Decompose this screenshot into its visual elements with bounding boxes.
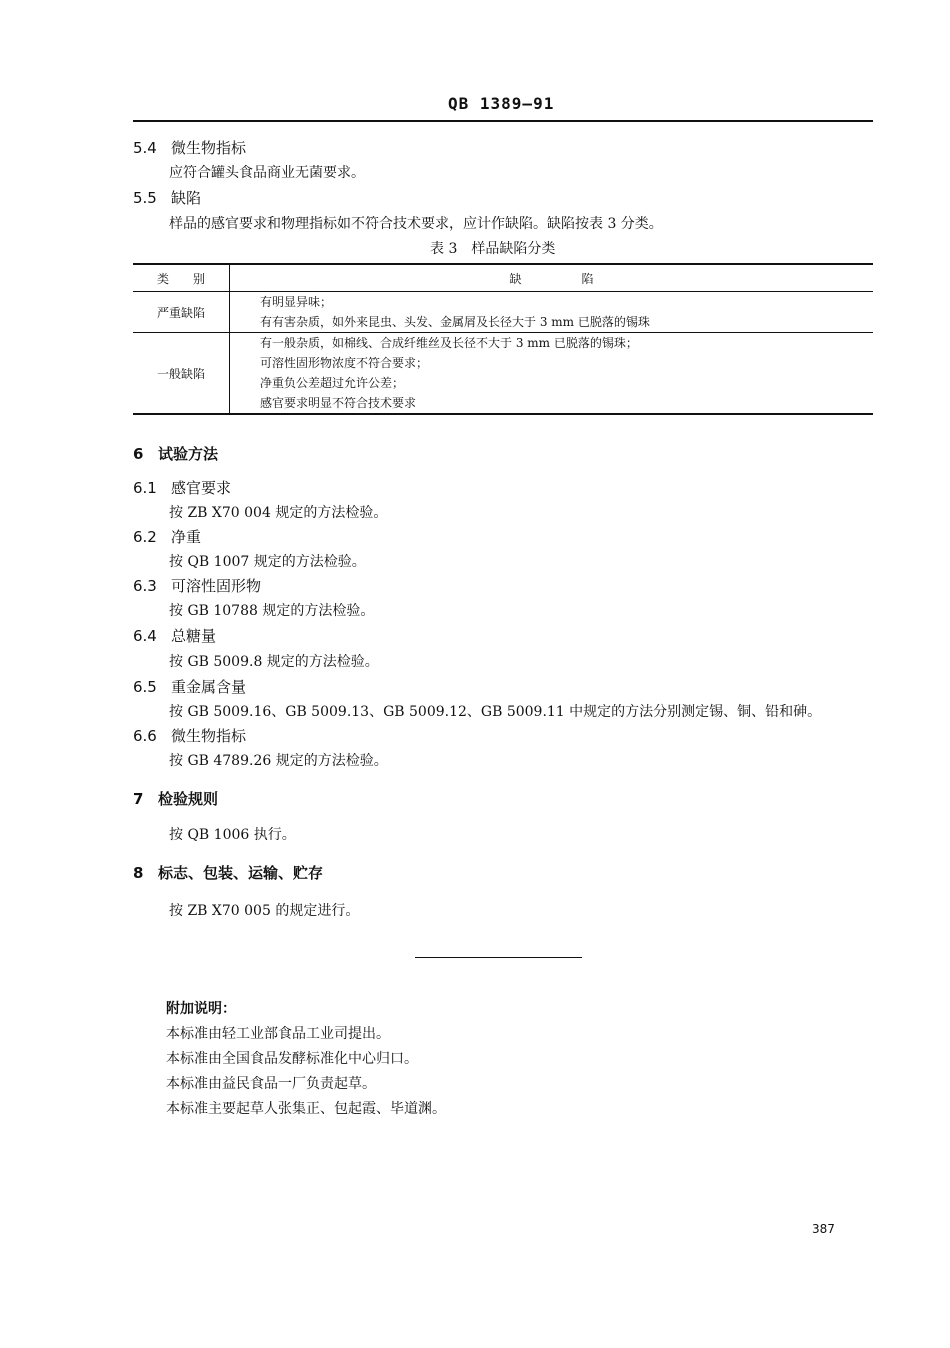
- document-id: QB 1389—91: [448, 94, 555, 113]
- defect-item: 有一般杂质，如棉线、合成纤维丝及长径不大于 3 mm 已脱落的锡珠；: [260, 336, 638, 350]
- section-7-heading: [133, 788, 218, 809]
- notes-line: 本标准主要起草人张集正、包起霞、毕道渊。: [166, 1101, 446, 1117]
- section-number: 6.3: [133, 577, 157, 595]
- notes-line: 本标准由轻工业部食品工业司提出。: [166, 1026, 390, 1042]
- section-title: 可溶性固形物: [171, 577, 262, 595]
- defect-table: [133, 263, 873, 415]
- section-6-4-text: 按 GB 5009.8 规定的方法检验。: [169, 654, 379, 670]
- table-row: [133, 292, 873, 333]
- section-6-6-text: 按 GB 4789.26 规定的方法检验。: [169, 753, 388, 769]
- section-title: 总糖量: [171, 627, 217, 645]
- defect-item: 可溶性固形物浓度不符合要求；: [260, 356, 429, 370]
- end-divider: [415, 957, 582, 958]
- section-5-5-text: 样品的感官要求和物理指标如不符合技术要求，应计作缺陷。缺陷按表 3 分类。: [169, 216, 663, 232]
- section-title: 感官要求: [171, 479, 232, 497]
- table-row: [133, 333, 873, 415]
- section-6-3-text: 按 GB 10788 规定的方法检验。: [169, 603, 375, 619]
- section-title: 净重: [171, 528, 202, 546]
- notes-line: 本标准由全国食品发酵标准化中心归口。: [166, 1051, 418, 1067]
- section-6-6-heading: [133, 725, 246, 746]
- section-6-5-text: 按 GB 5009.16、GB 5009.13、GB 5009.12、GB 5009.11 中规定的方法分别测定锡、铜、铅和砷。: [169, 704, 822, 720]
- notes-title: 附加说明：: [166, 1001, 236, 1017]
- section-6-4-heading: [133, 625, 216, 646]
- section-title: 标志、包装、运输、贮存: [158, 864, 324, 882]
- col-header-defect: 缺 陷: [230, 264, 874, 292]
- section-6-2-text: 按 QB 1007 规定的方法检验。: [169, 554, 366, 570]
- section-title: 微生物指标: [171, 139, 247, 157]
- section-title: 试验方法: [158, 445, 219, 463]
- category-cell: 一般缺陷: [133, 333, 230, 415]
- section-number: 6.5: [133, 678, 157, 696]
- section-title: 缺陷: [171, 189, 202, 207]
- section-8-heading: [133, 862, 323, 883]
- page-number: 387: [812, 1222, 835, 1236]
- header-rule: [133, 120, 873, 122]
- section-title: 微生物指标: [171, 727, 247, 745]
- category-cell: 严重缺陷: [133, 292, 230, 333]
- section-6-2-heading: [133, 526, 201, 547]
- col-header-category: 类 别: [133, 264, 230, 292]
- section-5-5-heading: [133, 187, 201, 208]
- section-6-3-heading: [133, 575, 261, 596]
- section-number: 8: [133, 864, 144, 882]
- section-number: 6.2: [133, 528, 157, 546]
- section-title: 检验规则: [158, 790, 219, 808]
- defect-items-cell: [230, 333, 874, 415]
- defect-item: 有明显异味；: [260, 295, 333, 309]
- section-8-text: 按 ZB X70 005 的规定进行。: [169, 903, 360, 919]
- section-6-5-heading: [133, 676, 246, 697]
- section-title: 重金属含量: [171, 678, 247, 696]
- defect-items-cell: [230, 292, 874, 333]
- defect-item: 净重负公差超过允许公差；: [260, 376, 405, 390]
- section-5-4-heading: [133, 137, 246, 158]
- section-7-text: 按 QB 1006 执行。: [169, 827, 296, 843]
- table-caption: 表 3 样品缺陷分类: [430, 241, 556, 257]
- section-number: 5.5: [133, 189, 157, 207]
- table-header-row: [133, 264, 873, 292]
- section-number: 6.1: [133, 479, 157, 497]
- section-number: 7: [133, 790, 144, 808]
- section-6-1-heading: [133, 477, 231, 498]
- section-number: 6: [133, 445, 144, 463]
- section-5-4-text: 应符合罐头食品商业无菌要求。: [169, 165, 365, 181]
- defect-item: 有有害杂质，如外来昆虫、头发、金属屑及长径大于 3 mm 已脱落的锡珠: [260, 315, 650, 329]
- section-number: 6.4: [133, 627, 157, 645]
- section-number: 6.6: [133, 727, 157, 745]
- notes-line: 本标准由益民食品一厂负责起草。: [166, 1076, 376, 1092]
- section-number: 5.4: [133, 139, 157, 157]
- section-6-heading: [133, 443, 218, 464]
- defect-item: 感官要求明显不符合技术要求: [260, 396, 417, 410]
- section-6-1-text: 按 ZB X70 004 规定的方法检验。: [169, 505, 388, 521]
